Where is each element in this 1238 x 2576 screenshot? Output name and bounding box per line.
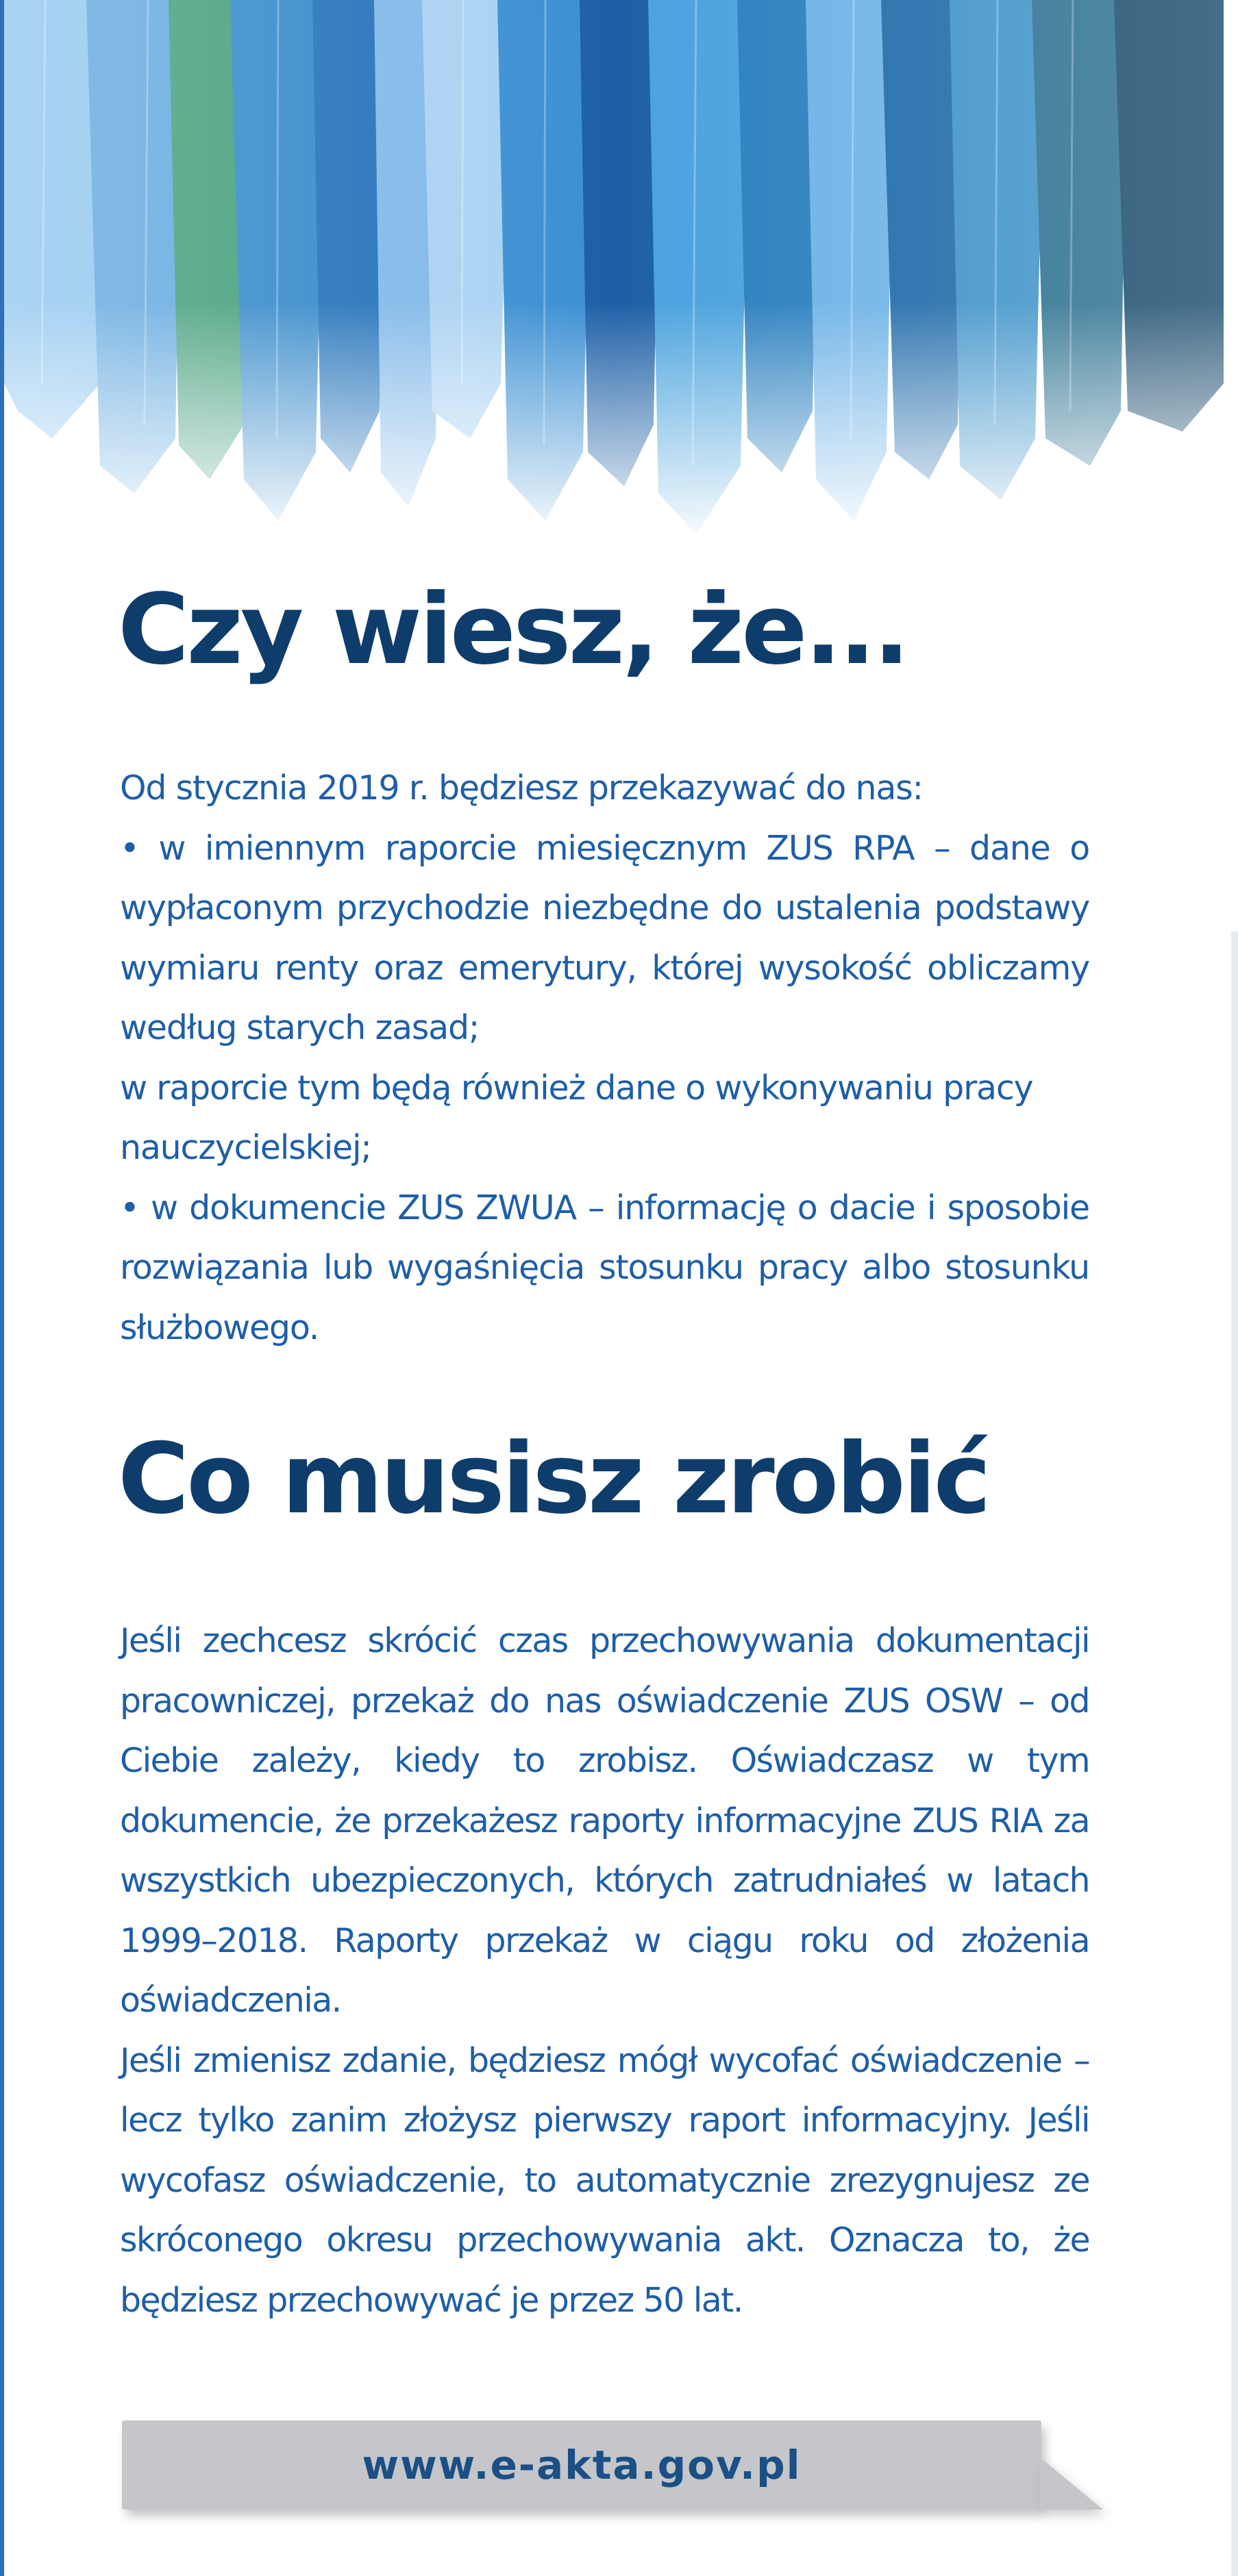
action-text-block (120, 1611, 1089, 2330)
heading-did-you-know: Czy wiesz, że... (118, 573, 908, 686)
info-bullet-rpa: • w imiennym raporcie miesięcznym ZUS RPA – dane o wypłaconym przychodzie niezbędne do ustalenia podstawy wymiaru renty oraz emerytury, której wysokość obliczamy według starych zasad; (120, 828, 1089, 1047)
hair-strands-illustration (4, 0, 1224, 548)
action-paragraph-withdrawal: Jeśli zmienisz zdanie, będziesz mógł wycofać oświadczenie – lecz tylko zanim złożysz pierwszy raport informacyjny. Jeśli wycofasz oświadczenie, to automatycznie zrezygnujesz ze skróconego okresu przechowywania akt. Oznacza to, że będziesz przechowywać je przez 50 lat. (120, 2040, 1089, 2320)
website-link[interactable]: www.e-akta.gov.pl (362, 2442, 802, 2488)
info-bullet-zwua: • w dokumencie ZUS ZWUA – informację o dacie i sposobie rozwiązania lub wygaśnięcia stosunku pracy albo stosunku służbowego. (120, 1188, 1089, 1347)
info-text-block (120, 758, 1089, 1358)
info-lead: Od stycznia 2019 r. będziesz przekazywać do nas: (120, 768, 923, 808)
info-bullet-rpa-continuation: w raporcie tym będą również dane o wykonywaniu pracy nauczycielskiej; (120, 1068, 1033, 1167)
hero-hair-image (4, 0, 1224, 548)
right-edge-strip (1231, 931, 1238, 2576)
action-paragraph-statement: Jeśli zechcesz skrócić czas przechowywania dokumentacji pracowniczej, przekaż do nas oświadczenie ZUS OSW – od Ciebie zależy, kiedy to zrobisz. Oświadczasz w tym dokumencie, że przekażesz raporty informacyjne ZUS RIA za wszystkich ubezpieczonych, których zatrudniałeś w latach 1999–2018. Raporty przekaż w ciągu roku od złożenia oświadczenia. (120, 1621, 1089, 2020)
heading-what-to-do: Co musisz zrobić (118, 1423, 989, 1536)
footer-banner-tail (1040, 2458, 1103, 2510)
